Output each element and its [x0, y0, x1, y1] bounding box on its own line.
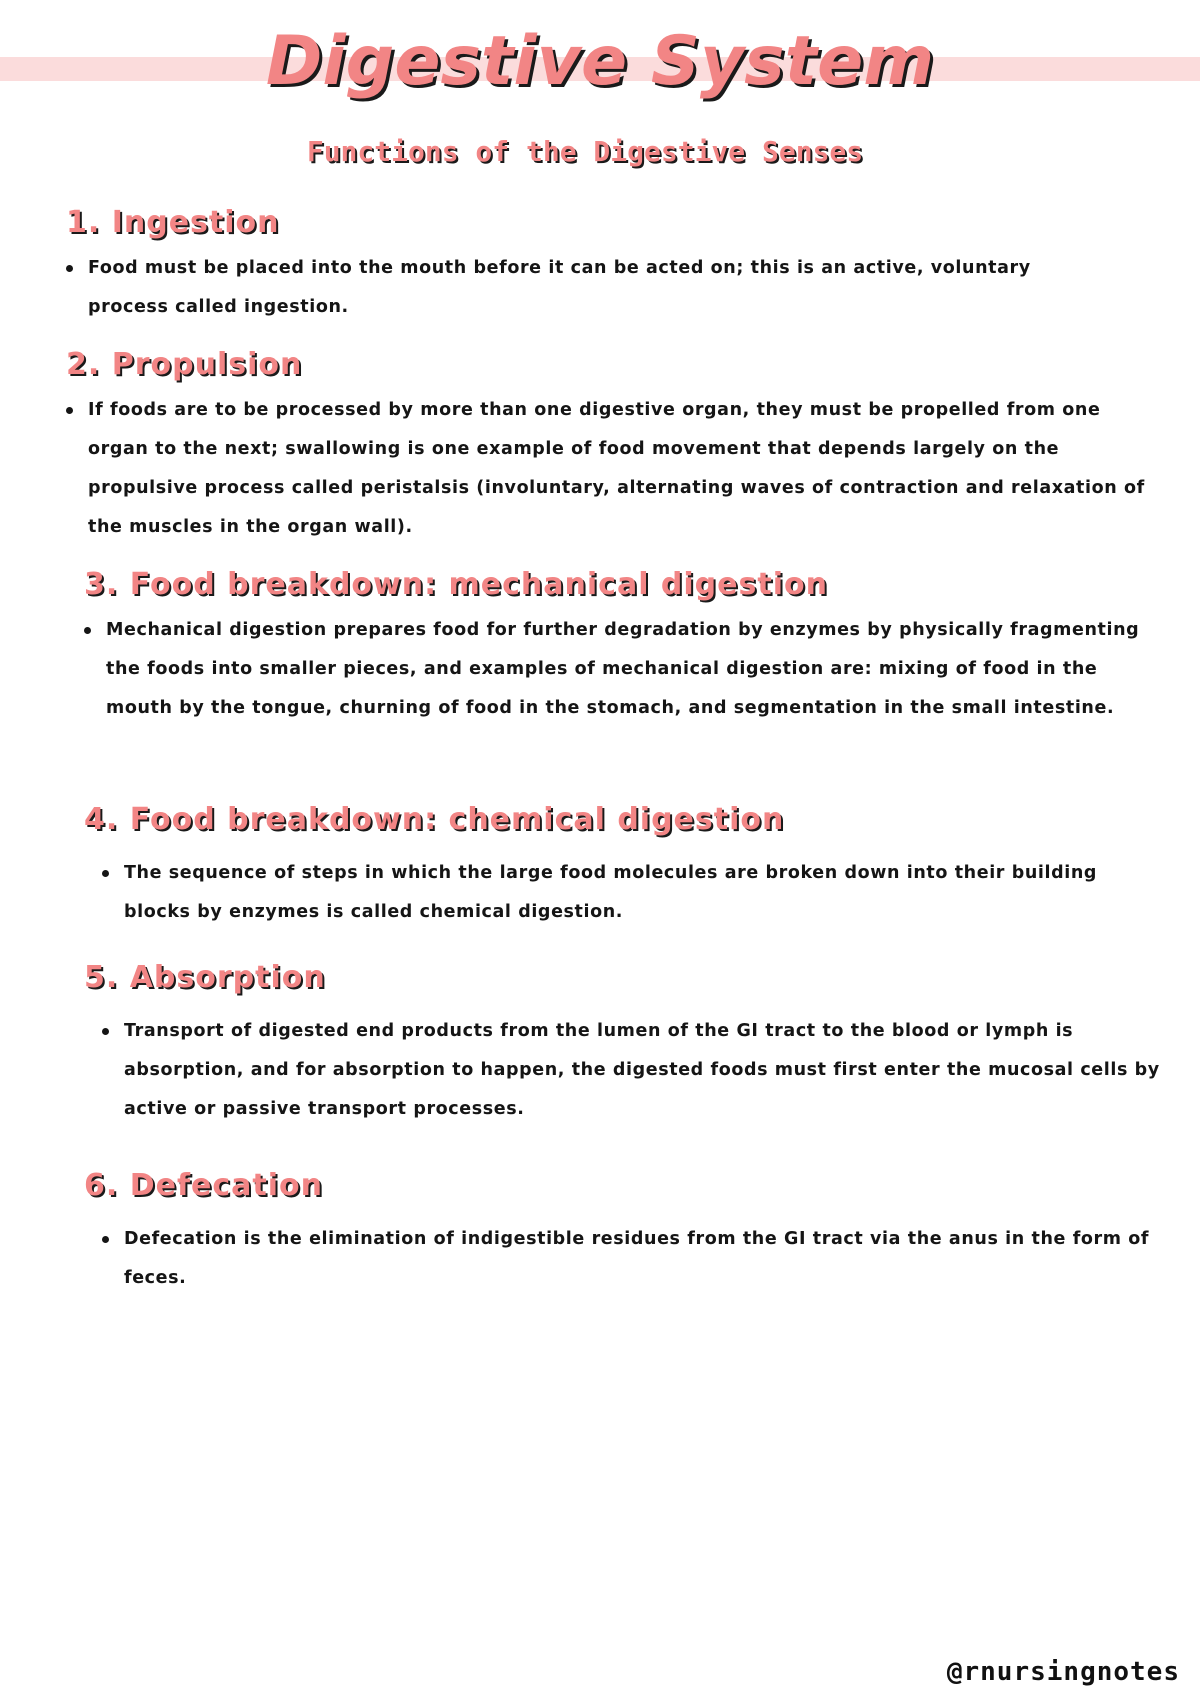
bullet-text: Defecation is the elimination of indigestible residues from the GI tract via the anus in the form of feces.	[124, 1229, 1150, 1288]
bullet-text: If foods are to be processed by more than one digestive organ, they must be propelled from one organ to the next; swallowing is one example of food movement that depends largely on the propulsive process called peristalsis (involuntary, alternating waves of contraction and relaxation of the muscles in the organ wall).	[88, 400, 1145, 537]
bullet-item	[102, 854, 1164, 932]
bullet-icon	[66, 407, 73, 414]
bullet-text: The sequence of steps in which the large food molecules are broken down into their building blocks by enzymes is called chemical digestion.	[124, 863, 1098, 922]
bullet-icon	[84, 627, 91, 634]
section-absorption	[84, 958, 1174, 1129]
section-defecation	[84, 1166, 1154, 1298]
bullet-item	[102, 1220, 1154, 1298]
bullet-text: Transport of digested end products from the lumen of the GI tract to the blood or lymph is absorption, and for absorption to happen, the digested foods must first enter the mucosal cells by active or passive transport processes.	[124, 1021, 1160, 1119]
bullet-item	[66, 249, 1066, 327]
bullet-icon	[102, 1236, 109, 1243]
page-subtitle: Functions of the Digestive Senses	[306, 135, 864, 168]
bullet-icon	[102, 870, 109, 877]
section-chemical-digestion	[84, 800, 1164, 932]
bullet-item	[84, 611, 1154, 728]
bullet-icon	[66, 265, 73, 272]
section-heading: 2. Propulsion	[66, 347, 303, 382]
bullet-item	[102, 1012, 1174, 1129]
bullet-icon	[102, 1028, 109, 1035]
bullet-text: Food must be placed into the mouth before it can be acted on; this is an active, voluntary process called ingestion.	[88, 258, 1031, 317]
section-heading: 5. Absorption	[84, 960, 326, 995]
page-title: Digestive System	[265, 22, 935, 101]
section-heading: 1. Ingestion	[66, 205, 280, 240]
section-mechanical-digestion	[84, 565, 1154, 728]
section-propulsion	[66, 345, 1156, 547]
section-heading: 6. Defecation	[84, 1168, 323, 1203]
section-heading: 3. Food breakdown: mechanical digestion	[84, 567, 828, 602]
author-watermark: @rnursingnotes	[946, 1657, 1180, 1687]
bullet-text: Mechanical digestion prepares food for further degradation by enzymes by physically fragmenting the foods into smaller pieces, and examples of mechanical digestion are: mixing of food in the mouth by the tongue, churning of food in the stomach, and segmentation in the small intestine.	[106, 620, 1140, 718]
section-ingestion	[66, 203, 1066, 327]
section-heading: 4. Food breakdown: chemical digestion	[84, 802, 785, 837]
bullet-item	[66, 391, 1156, 547]
